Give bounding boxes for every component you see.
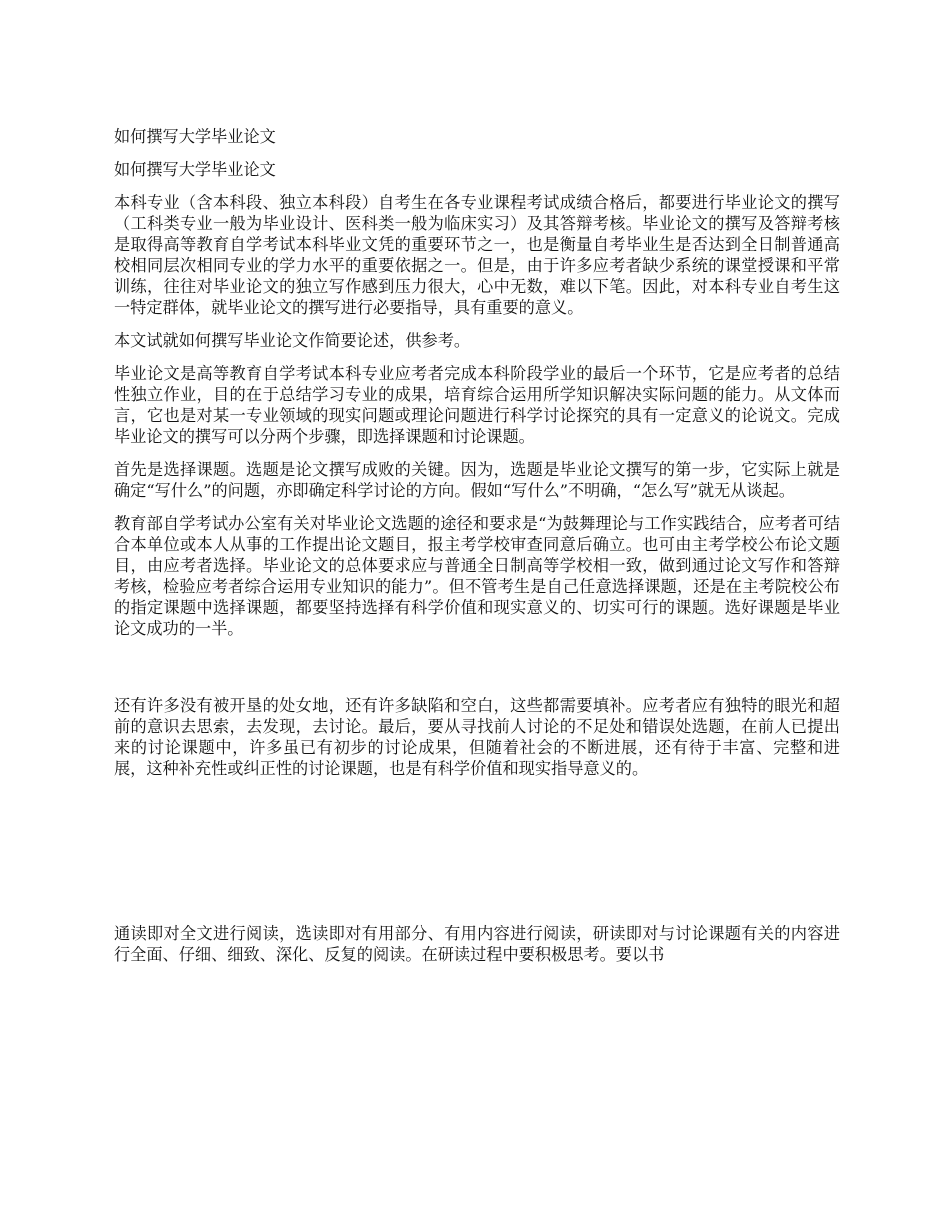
document-subtitle: 如何撰写大学毕业论文: [114, 160, 276, 179]
paragraph-intro: 本科专业（含本科段、独立本科段）自考生在各专业课程考试成绩合格后，都要进行毕业论文的撰写（工科类专业一般为毕业设计、医科类一般为临床实习）及其答辩考核。毕业论文的撰写及答辩考核是取得高等教育自学考试本科毕业文凭的重要环节之一，也是衡量自考毕业生是否达到全日制普通高校相同层次相同专业的学力水平的重要依据之一。但是，由于许多应考者缺少系统的课堂授课和平常训练，往往对毕业论文的独立写作感到压力很大，心中无数，难以下笔。因此，对本科专业自考生这一特定群体，就毕业论文的撰写进行必要指导，具有重要的意义。: [114, 193, 840, 317]
document-page: [114, 126, 840, 977]
blank-gap: [114, 791, 840, 923]
paragraph-purpose: 本文试就如何撰写毕业论文作简要论述，供参考。: [114, 331, 471, 350]
paragraph-definition: 毕业论文是高等教育自学考试本科专业应考者完成本科阶段学业的最后一个环节，它是应考者的总结性独立作业，目的在于总结学习专业的成果，培育综合运用所学知识解决实际问题的能力。从文体而言，它也是对某一专业领域的现实问题或理论问题进行科学讨论探究的具有一定意义的论说文。完成毕业论文的撰写可以分两个步骤，即选择课题和讨论课题。: [114, 364, 840, 446]
paragraph-requirements: 教育部自学考试办公室有关对毕业论文选题的途径和要求是“为鼓舞理论与工作实践结合，应考者可结合本单位或本人从事的工作提出论文题目，报主考学校审查同意后确立。也可由主考学校公布论文题目，由应考者选择。毕业论文的总体要求应与普通全日制高等学校相一致，做到通过论文写作和答辩考核，检验应考者综合运用专业知识的能力”。但不管考生是自己任意选择课题，还是在主考院校公布的指定课题中选择课题，都要坚持选择有科学价值和现实意义的、切实可行的课题。选好课题是毕业论文成功的一半。: [114, 514, 840, 638]
paragraph-reading: 通读即对全文进行阅读，选读即对有用部分、有用内容进行阅读，研读即对与讨论课题有关的内容进行全面、仔细、细致、深化、反复的阅读。在研读过程中要积极思考。要以书: [114, 924, 840, 964]
blank-gap: [114, 651, 840, 695]
paragraph-topic-selection: 首先是选择课题。选题是论文撰写成败的关键。因为，选题是毕业论文撰写的第一步，它实际上就是确定“写什么”的问题，亦即确定科学讨论的方向。假如“写什么”不明确，“怎么写”就无从谈起。: [114, 460, 840, 500]
paragraph-research-gaps: 还有许多没有被开垦的处女地，还有许多缺陷和空白，这些都需要填补。应考者应有独特的眼光和超前的意识去思索，去发现，去讨论。最后，要从寻找前人讨论的不足处和错误处选题，在前人已提出来的讨论课题中，许多虽已有初步的讨论成果，但随着社会的不断进展，还有待于丰富、完整和进展，这种补充性或纠正性的讨论课题，也是有科学价值和现实指导意义的。: [114, 696, 840, 778]
document-title: 如何撰写大学毕业论文: [114, 127, 276, 146]
